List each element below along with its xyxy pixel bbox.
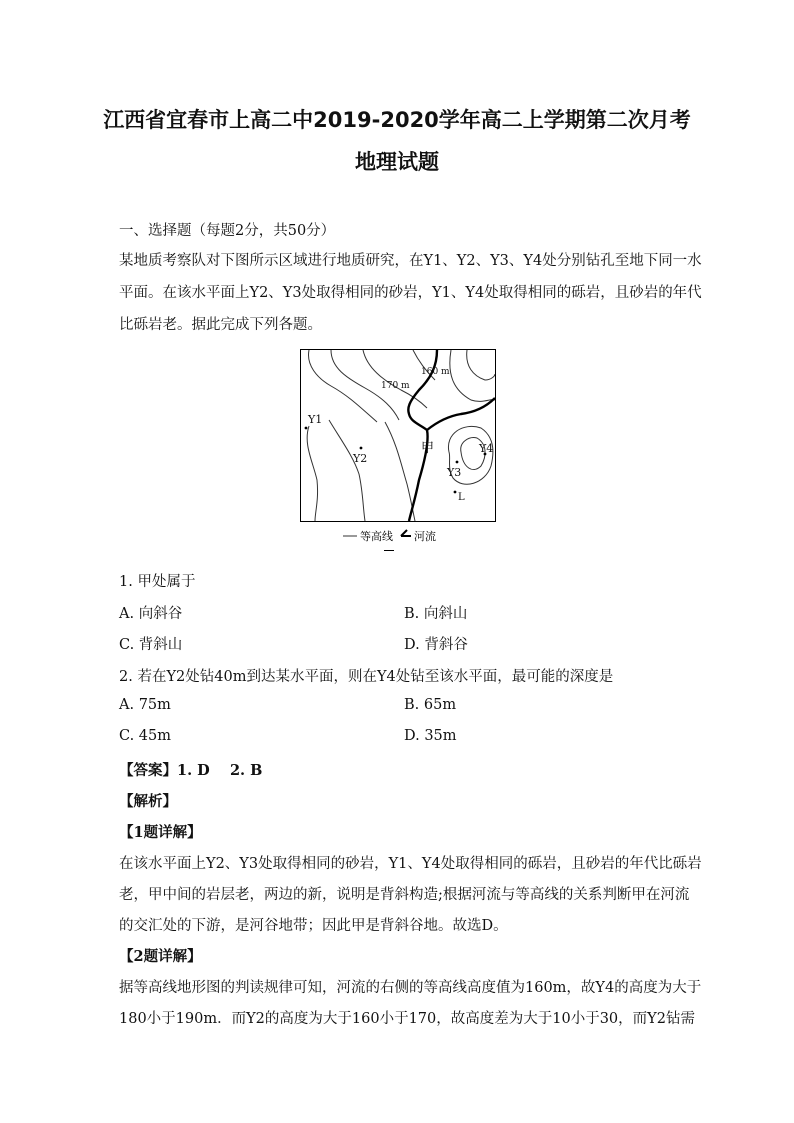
legend-contour: 等高线 bbox=[360, 530, 393, 543]
label-160m: 160 m bbox=[421, 367, 450, 377]
detail-2-heading: 【2题详解】 bbox=[119, 948, 202, 965]
detail-1-line-2: 老，甲中间的岩层老，两边的新，说明是背斜构造;根据河流与等高线的关系判断甲在河流 bbox=[119, 887, 690, 903]
q2-stem: 2. 若在Y2处钻40m到达某水平面，则在Y4处钻至该水平面，最可能的深度是 bbox=[119, 669, 614, 685]
label-y3: Y3 bbox=[447, 466, 462, 479]
label-y1: Y1 bbox=[308, 413, 323, 426]
label-l: L bbox=[458, 492, 465, 503]
label-y2: Y2 bbox=[353, 452, 368, 465]
legend-dash bbox=[384, 550, 394, 551]
analysis-heading: 【解析】 bbox=[119, 793, 177, 810]
legend-river: 河流 bbox=[414, 530, 436, 543]
title-line-1: 江西省宜春市上高二中2019-2020学年高二上学期第二次月考 bbox=[103, 108, 691, 132]
section-heading: 一、选择题（每题2分，共50分） bbox=[119, 223, 336, 239]
contour-map-figure bbox=[300, 349, 496, 522]
label-170m: 170 m bbox=[381, 381, 410, 391]
detail-1-line-3: 的交汇处的下游，是河谷地带；因此甲是背斜谷地。故选D。 bbox=[119, 918, 508, 934]
q1-option-b: B. 向斜山 bbox=[404, 606, 468, 622]
detail-2-line-2: 180小于190m．而Y2的高度为大于160小于170，故高度差为大于10小于30，而Y2钻需 bbox=[119, 1011, 695, 1027]
title-line-2: 地理试题 bbox=[355, 150, 439, 174]
q1-option-d: D. 背斜谷 bbox=[404, 637, 468, 653]
q1-stem: 1. 甲处属于 bbox=[119, 574, 196, 590]
legend-swatches bbox=[343, 528, 453, 544]
intro-line-1: 某地质考察队对下图所示区域进行地质研究，在Y1、Y2、Y3、Y4处分别钻孔至地下同一水 bbox=[119, 253, 702, 269]
q2-option-a: A. 75m bbox=[119, 697, 171, 713]
answer-line: 【答案】1. D 2. B bbox=[119, 762, 263, 779]
detail-1-heading: 【1题详解】 bbox=[119, 824, 202, 841]
label-y4: Y4 bbox=[479, 442, 494, 455]
q2-option-d: D. 35m bbox=[404, 728, 457, 744]
q1-option-c: C. 背斜山 bbox=[119, 637, 183, 653]
label-jia: 甲 bbox=[421, 441, 435, 456]
contour-map bbox=[301, 350, 495, 521]
intro-line-3: 比砾岩老。据此完成下列各题。 bbox=[119, 317, 322, 333]
detail-1-line-1: 在该水平面上Y2、Y3处取得相同的砂岩，Y1、Y4处取得相同的砾岩，且砂岩的年代比砾岩 bbox=[119, 856, 702, 872]
q1-option-a: A. 向斜谷 bbox=[119, 606, 183, 622]
q2-option-c: C. 45m bbox=[119, 728, 171, 744]
map-legend bbox=[343, 528, 453, 544]
detail-2-line-1: 据等高线地形图的判读规律可知，河流的右侧的等高线高度值为160m，故Y4的高度为大于 bbox=[119, 980, 702, 996]
q2-option-b: B. 65m bbox=[404, 697, 457, 713]
intro-line-2: 平面。在该水平面上Y2、Y3处取得相同的砂岩，Y1、Y4处取得相同的砾岩，且砂岩的年代 bbox=[119, 285, 702, 301]
